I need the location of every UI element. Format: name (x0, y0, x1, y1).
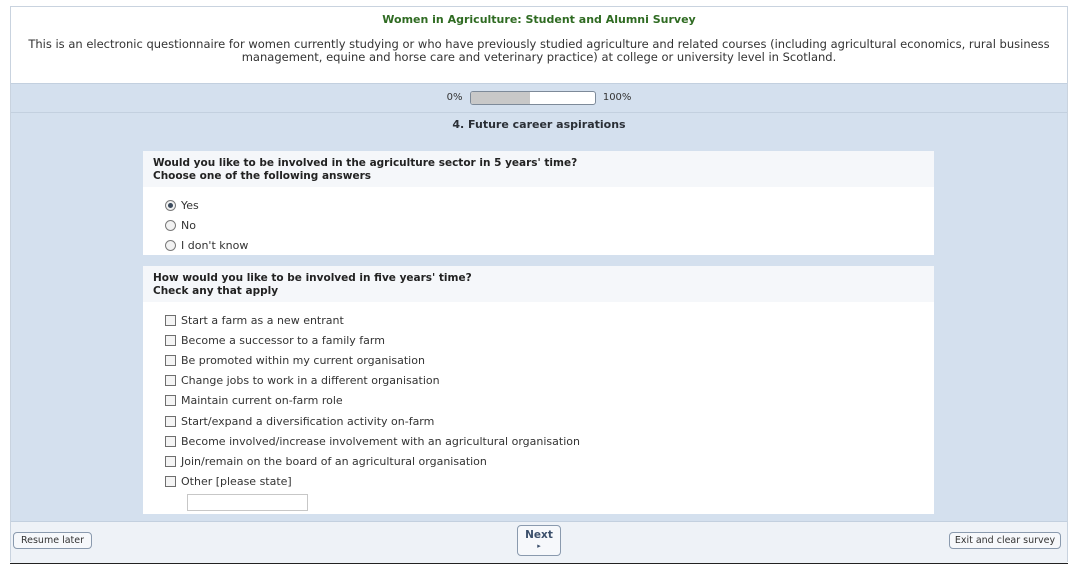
option-label: Change jobs to work in a different organisation (181, 374, 440, 388)
progress-bar (470, 91, 596, 105)
checkbox[interactable] (165, 315, 176, 326)
checkbox-option[interactable] (165, 371, 934, 391)
question-header (143, 151, 934, 187)
question-help: Check any that apply (153, 285, 279, 297)
checkbox-option[interactable] (165, 411, 934, 431)
question-header (143, 266, 934, 302)
checkbox[interactable] (165, 456, 176, 467)
checkbox-option[interactable] (165, 330, 934, 350)
radio-option-yes[interactable] (165, 195, 934, 215)
checkbox-option[interactable] (165, 310, 934, 330)
option-label: Join/remain on the board of an agricultural organisation (181, 454, 487, 468)
option-label: Other [please state] (181, 475, 292, 489)
next-button[interactable] (517, 525, 561, 556)
option-label: Yes (181, 198, 199, 212)
survey-frame (10, 6, 1068, 562)
question-text: Would you like to be involved in the agriculture sector in 5 years' time? (153, 157, 578, 169)
question-involvement-type (143, 266, 934, 514)
bottom-divider (10, 563, 1068, 564)
checkbox[interactable] (165, 436, 176, 447)
resume-later-button[interactable]: Resume later (13, 532, 92, 549)
checkbox[interactable] (165, 416, 176, 427)
survey-title: Women in Agriculture: Student and Alumni Survey (382, 13, 696, 26)
group-title: 4. Future career aspirations (452, 118, 626, 131)
exit-clear-survey-button[interactable]: Exit and clear survey (949, 532, 1061, 549)
radio-button[interactable] (165, 200, 176, 211)
option-label: Be promoted within my current organisation (181, 353, 425, 367)
option-label: I don't know (181, 238, 249, 252)
next-arrow-icon: ▸ (537, 542, 541, 550)
question-area (11, 113, 1067, 521)
checkbox[interactable] (165, 335, 176, 346)
checkbox-option-other[interactable] (165, 472, 934, 492)
navigation-bar (11, 521, 1067, 563)
radio-button[interactable] (165, 220, 176, 231)
survey-description: This is an electronic questionnaire for women currently studying or who have previously studied agriculture and related courses (including agricultural economics, rural business management, equine and horse care and veterinary practice) at college or university level in Scotland. (28, 37, 1050, 64)
radio-options (143, 187, 934, 256)
question-involvement (143, 151, 934, 255)
checkbox[interactable] (165, 395, 176, 406)
progress-start-label: 0% (446, 92, 463, 103)
progress-band (11, 83, 1067, 113)
progress-indicator (11, 91, 1067, 105)
checkbox[interactable] (165, 375, 176, 386)
radio-option-no[interactable] (165, 215, 934, 235)
checkbox-option[interactable] (165, 391, 934, 411)
radio-button[interactable] (165, 240, 176, 251)
option-label: Become involved/increase involvement with an agricultural organisation (181, 434, 580, 448)
survey-header (11, 7, 1067, 83)
progress-end-label: 100% (602, 92, 632, 103)
option-label: Start a farm as a new entrant (181, 313, 344, 327)
option-label: No (181, 218, 196, 232)
checkbox-option[interactable] (165, 431, 934, 451)
checkbox-option[interactable] (165, 451, 934, 471)
question-help: Choose one of the following answers (153, 170, 372, 182)
question-text: How would you like to be involved in five years' time? (153, 272, 472, 284)
next-label: Next (525, 529, 553, 541)
checkbox-option[interactable] (165, 350, 934, 370)
checkbox[interactable] (165, 355, 176, 366)
checkbox-options (143, 302, 934, 511)
checkbox[interactable] (165, 476, 176, 487)
radio-option-dont-know[interactable] (165, 235, 934, 255)
option-label: Maintain current on-farm role (181, 394, 343, 408)
option-label: Start/expand a diversification activity on-farm (181, 414, 435, 428)
other-text-input[interactable] (187, 494, 308, 511)
progress-fill (471, 92, 531, 104)
option-label: Become a successor to a family farm (181, 333, 385, 347)
